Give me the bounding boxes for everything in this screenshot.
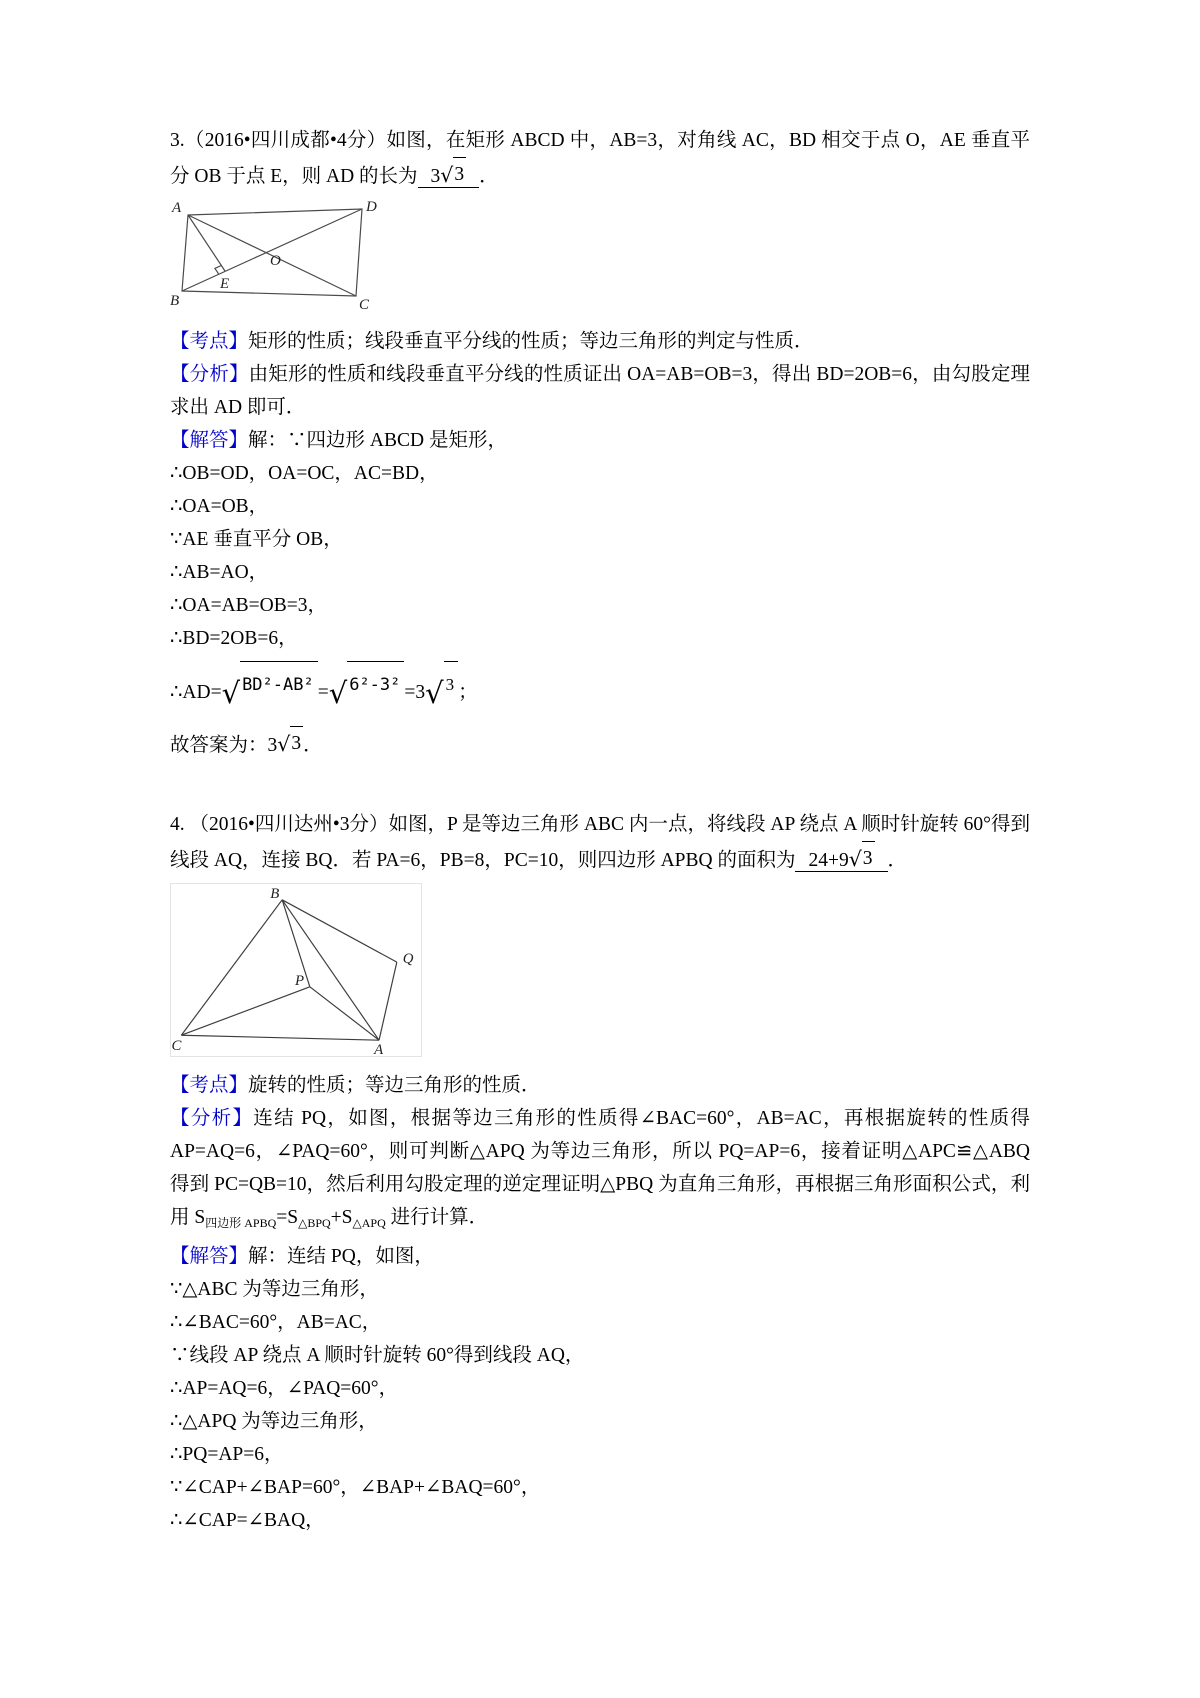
jieda-text: 解：∵四边形 ABCD 是矩形，	[248, 430, 507, 451]
radical-sign: √	[328, 676, 348, 710]
fenxi-subscript-1: 四边形 APBQ	[205, 1216, 277, 1230]
problem3-fenxi-line	[170, 358, 1030, 424]
kaodian-label: 【考点】	[170, 1075, 249, 1096]
radicand: 3	[862, 841, 875, 875]
diagonal-bd	[182, 209, 362, 291]
triangle-figure-svg	[170, 883, 422, 1057]
fenxi-text-1: 连结 PQ，如图，根据等边三角形的性质得∠BAC=60°，AB=AC，再根据旋转的性质得 AP=AQ=6，∠PAQ=60°，则可判断△APQ 为等边三角形，所以 PQ=AP=6，接着证明△APC≌△ABQ 得到 PC=QB=10，然后利用勾股定理的逆定理证明△PBQ 为直角三角形，再根据三角形面积公式，利用 S	[170, 1108, 1030, 1228]
fenxi-subscript-3: △APQ	[352, 1216, 386, 1230]
proof-line: ∵AE 垂直平分 OB，	[170, 529, 343, 550]
jieda-text: 解：连结 PQ，如图，	[248, 1246, 434, 1267]
sqrt-expression	[849, 841, 875, 877]
radicand: 3	[453, 157, 466, 191]
problem3-heading	[170, 124, 1030, 193]
vertex-label-b: B	[170, 293, 180, 309]
proof-line: ∴∠BAC=60°，AB=AC，	[170, 1312, 382, 1333]
formula-end: ；	[458, 682, 478, 703]
segment-pc	[181, 987, 310, 1035]
segment-pa	[310, 987, 379, 1040]
vertex-label-b: B	[270, 885, 280, 902]
problem-3-section	[170, 124, 1030, 762]
equals-coefficient: =3	[404, 682, 426, 703]
point-label-q: Q	[402, 951, 414, 968]
proof-line: ∴△APQ 为等边三角形，	[170, 1411, 378, 1432]
formula-prefix: ∴AD=	[170, 682, 222, 703]
problem4-jieda-line	[170, 1240, 1030, 1273]
proof-line: ∵∠CAP+∠BAP=60°，∠BAP+∠BAQ=60°，	[170, 1477, 541, 1498]
answer-coefficient: 24+9	[808, 850, 849, 871]
proof-line: ∴AB=AO，	[170, 562, 269, 583]
problem4-heading	[170, 808, 1030, 877]
proof-line: ∴PQ=AP=6，	[170, 1444, 284, 1465]
fenxi-text-4: 进行计算．	[385, 1207, 489, 1228]
proof-line: ∴OA=OB，	[170, 496, 269, 517]
final-answer-period: ．	[303, 735, 323, 756]
point-label-e: E	[220, 276, 230, 292]
problem3-kaodian-line	[170, 325, 1030, 358]
fenxi-label: 【分析】	[170, 364, 249, 385]
proof-line: ∵△ABC 为等边三角形，	[170, 1279, 379, 1300]
fenxi-subscript-2: △BPQ	[298, 1216, 331, 1230]
problem4-kaodian-line	[170, 1069, 1030, 1102]
problem3-heading-text: 3.（2016•四川成都•4分）如图，在矩形 ABCD 中，AB=3，对角线 AC，BD 相交于点 O，AE 垂直平分 OB 于点 E，则 AD 的长为	[170, 130, 1030, 187]
final-answer-text: 故答案为：3	[170, 735, 278, 756]
proof-line: ∴∠CAP=∠BAQ，	[170, 1510, 325, 1531]
radical-sign: √	[221, 676, 241, 710]
kaodian-label: 【考点】	[170, 331, 249, 352]
point-label-p: P	[295, 972, 305, 989]
answer-coefficient: 3	[430, 166, 441, 187]
kaodian-text: 旋转的性质；等边三角形的性质．	[248, 1075, 541, 1096]
proof-line: ∵线段 AP 绕点 A 顺时针旋转 60°得到线段 AQ，	[170, 1345, 585, 1366]
problem3-answer-blank	[418, 163, 480, 188]
radicand: BD²-AB²	[240, 661, 318, 708]
rectangle-figure-svg	[170, 199, 384, 313]
proof-line: ∴OB=OD，OA=OC，AC=BD，	[170, 463, 439, 484]
problem3-jieda-line	[170, 424, 1030, 457]
fenxi-text-3: +S	[330, 1207, 353, 1228]
problem-4-section	[170, 808, 1030, 1537]
vertex-label-d: D	[366, 199, 377, 215]
heading-period: ．	[887, 850, 908, 871]
fenxi-text-2: =S	[276, 1207, 299, 1228]
sqrt-expression	[425, 661, 458, 716]
side-ca	[181, 1035, 379, 1040]
vertex-label-c: C	[171, 1038, 182, 1055]
proof-line: ∴OA=AB=OB=3，	[170, 595, 327, 616]
vertex-label-a: A	[172, 200, 182, 216]
side-bc	[181, 900, 282, 1035]
fenxi-label: 【分析】	[170, 1108, 254, 1129]
proof-line: ∴AP=AQ=6，∠PAQ=60°，	[170, 1378, 399, 1399]
vertex-label-c: C	[359, 297, 370, 313]
kaodian-text: 矩形的性质；线段垂直平分线的性质；等边三角形的判定与性质．	[248, 331, 814, 352]
point-label-o: O	[270, 253, 281, 269]
radical-sign: √	[440, 163, 454, 187]
jieda-label: 【解答】	[170, 430, 249, 451]
radicand: 3	[444, 661, 459, 708]
radicand: 3	[290, 726, 303, 760]
sqrt-expression	[329, 661, 405, 716]
side-ab	[282, 900, 379, 1040]
figure-rectangle-abcd	[170, 199, 1030, 319]
radical-sign: √	[425, 676, 444, 710]
problem3-final-answer	[170, 726, 1030, 762]
radical-sign: √	[848, 847, 862, 871]
sqrt-expression	[440, 157, 466, 193]
vertex-label-a: A	[374, 1042, 384, 1057]
problem4-fenxi-line	[170, 1102, 1030, 1240]
sqrt-expression	[222, 661, 318, 716]
heading-period: ．	[479, 166, 499, 187]
problem4-answer-blank	[795, 847, 887, 872]
problem4-heading-text: 4. （2016•四川达州•3分）如图，P 是等边三角形 ABC 内一点，将线段 AP 绕点 A 顺时针旋转 60°得到线段 AQ，连接 BQ．若 PA=6，PB=8，PC=10，则四边形 APBQ 的面积为	[170, 814, 1030, 871]
proof-line: ∴BD=2OB=6，	[170, 628, 298, 649]
segment-qa	[379, 962, 397, 1040]
problem3-formula-line	[170, 661, 1030, 716]
fenxi-text: 由矩形的性质和线段垂直平分线的性质证出 OA=AB=OB=3，得出 BD=2OB=6，由勾股定理求出 AD 即可．	[170, 364, 1030, 418]
figure-triangle-abc	[170, 883, 1030, 1063]
jieda-label: 【解答】	[170, 1246, 249, 1267]
equals-sign: =	[317, 682, 329, 703]
sqrt-expression	[277, 726, 303, 762]
radicand: 6²-3²	[347, 661, 404, 708]
radical-sign: √	[277, 732, 291, 756]
